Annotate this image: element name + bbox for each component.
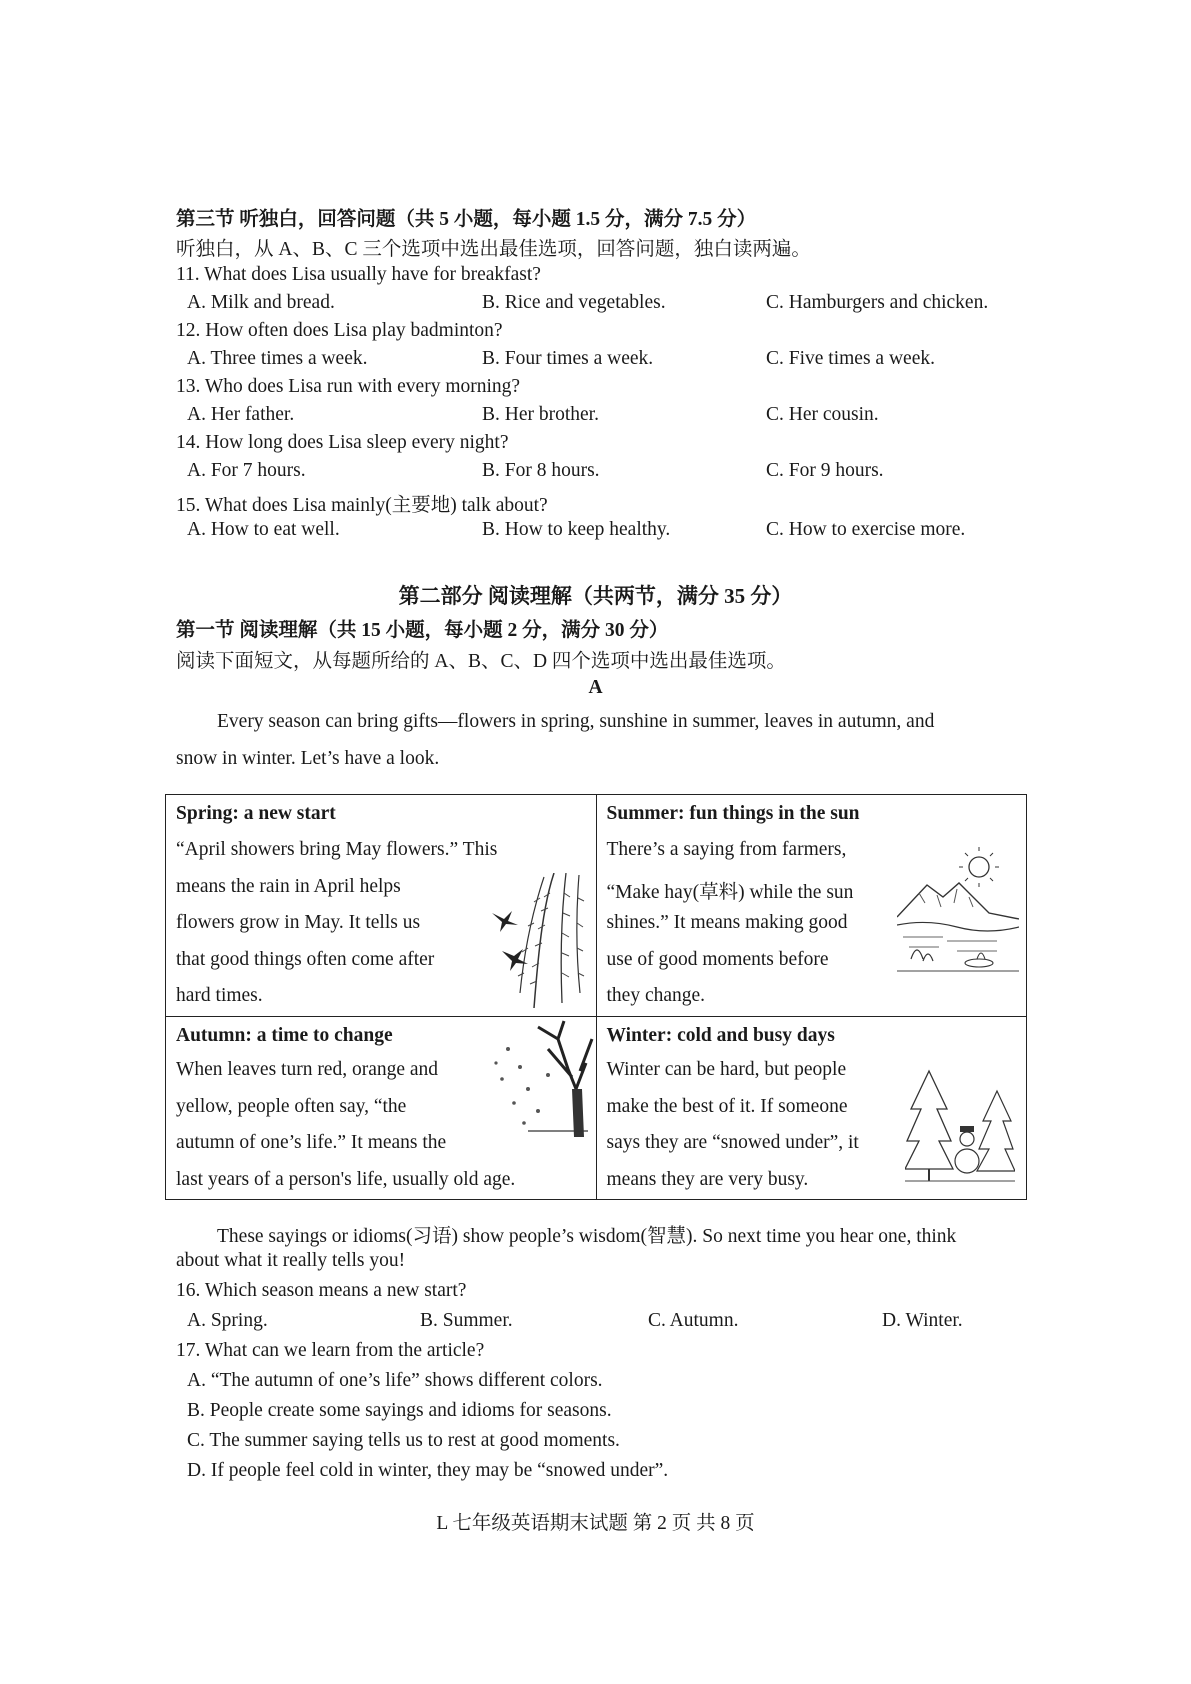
q14-option-b: B. For 8 hours. (482, 460, 600, 481)
q17-option-b: B. People create some sayings and idioms for seasons. (187, 1400, 612, 1421)
question-16: 16. Which season means a new start? (176, 1280, 467, 1301)
q15-option-c: C. How to exercise more. (766, 519, 966, 540)
passage-outro-line2: about what it really tells you! (176, 1250, 406, 1271)
passage-intro-line1: Every season can bring gifts—flowers in spring, sunshine in summer, leaves in autumn, and (217, 711, 935, 732)
winter-line: make the best of it. If someone (606, 1096, 848, 1117)
spring-title: Spring: a new start (176, 803, 336, 824)
spring-cell (166, 795, 597, 1017)
spring-line: flowers grow in May. It tells us (176, 912, 421, 933)
q16-option-a: A. Spring. (187, 1310, 268, 1331)
summer-line: use of good moments before (606, 949, 829, 970)
q16-option-c: C. Autumn. (648, 1310, 739, 1331)
question-11: 11. What does Lisa usually have for breakfast? (176, 264, 541, 285)
winter-line: means they are very busy. (606, 1169, 809, 1190)
autumn-line: When leaves turn red, orange and (176, 1059, 439, 1080)
q11-option-b: B. Rice and vegetables. (482, 292, 666, 313)
snowy-trees-snowman-icon (905, 1069, 1015, 1185)
section3-instruction: 听独白，从 A、B、C 三个选项中选出最佳选项，回答问题，独白读两遍。 (176, 239, 811, 260)
summer-line: There’s a saying from farmers, (606, 839, 847, 860)
q15-option-a: A. How to eat well. (187, 519, 340, 540)
winter-cell (596, 1017, 1027, 1200)
q14-option-a: A. For 7 hours. (187, 460, 306, 481)
mountain-lake-sun-icon (897, 847, 1019, 975)
q15-option-b: B. How to keep healthy. (482, 519, 671, 540)
autumn-line: last years of a person's life, usually old age. (176, 1169, 516, 1190)
question-15: 15. What does Lisa mainly(主要地) talk about? (176, 495, 548, 516)
q13-option-c: C. Her cousin. (766, 404, 879, 425)
q16-option-b: B. Summer. (420, 1310, 513, 1331)
q12-option-c: C. Five times a week. (766, 348, 935, 369)
question-17: 17. What can we learn from the article? (176, 1340, 485, 1361)
question-14: 14. How long does Lisa sleep every night? (176, 432, 509, 453)
winter-line: says they are “snowed under”, it (606, 1132, 859, 1153)
question-12: 12. How often does Lisa play badminton? (176, 320, 503, 341)
spring-line: that good things often come after (176, 949, 435, 970)
willow-swallows-icon (484, 873, 594, 1008)
winter-title: Winter: cold and busy days (606, 1025, 835, 1046)
q17-option-c: C. The summer saying tells us to rest at good moments. (187, 1430, 620, 1451)
spring-line: means the rain in April helps (176, 876, 401, 897)
autumn-cell (166, 1017, 597, 1200)
part2-section1-heading: 第一节 阅读理解（共 15 小题，每小题 2 分，满分 30 分） (176, 620, 669, 641)
seasons-table (165, 794, 1027, 1200)
passage-letter: A (588, 677, 603, 698)
part2-instruction: 阅读下面短文，从每题所给的 A、B、C、D 四个选项中选出最佳选项。 (176, 651, 786, 672)
winter-line: Winter can be hard, but people (606, 1059, 847, 1080)
q16-option-d: D. Winter. (882, 1310, 963, 1331)
autumn-tree-icon (488, 1019, 596, 1137)
autumn-title: Autumn: a time to change (176, 1025, 393, 1046)
summer-title: Summer: fun things in the sun (606, 803, 860, 824)
q13-option-a: A. Her father. (187, 404, 295, 425)
summer-line: “Make hay(草料) while the sun (606, 882, 854, 903)
page-footer: L 七年级英语期末试题 第 2 页 共 8 页 (436, 1513, 755, 1534)
question-13: 13. Who does Lisa run with every morning? (176, 376, 521, 397)
q17-option-d: D. If people feel cold in winter, they may be “snowed under”. (187, 1460, 669, 1481)
q13-option-b: B. Her brother. (482, 404, 599, 425)
spring-line: “April showers bring May flowers.” This (176, 839, 498, 860)
q11-option-c: C. Hamburgers and chicken. (766, 292, 989, 313)
summer-cell (596, 795, 1027, 1017)
section3-heading: 第三节 听独白，回答问题（共 5 小题，每小题 1.5 分，满分 7.5 分） (176, 209, 757, 230)
q11-option-a: A. Milk and bread. (187, 292, 335, 313)
passage-intro-line2: snow in winter. Let’s have a look. (176, 748, 440, 769)
autumn-line: yellow, people often say, “the (176, 1096, 407, 1117)
part2-heading: 第二部分 阅读理解（共两节，满分 35 分） (398, 584, 793, 608)
passage-outro-line1: These sayings or idioms(习语) show people’s wisdom(智慧). So next time you hear one, think (217, 1226, 957, 1247)
q12-option-a: A. Three times a week. (187, 348, 368, 369)
q12-option-b: B. Four times a week. (482, 348, 654, 369)
summer-line: they change. (606, 985, 706, 1006)
summer-line: shines.” It means making good (606, 912, 848, 933)
autumn-line: autumn of one’s life.” It means the (176, 1132, 447, 1153)
q14-option-c: C. For 9 hours. (766, 460, 884, 481)
spring-line: hard times. (176, 985, 263, 1006)
q17-option-a: A. “The autumn of one’s life” shows different colors. (187, 1370, 603, 1391)
